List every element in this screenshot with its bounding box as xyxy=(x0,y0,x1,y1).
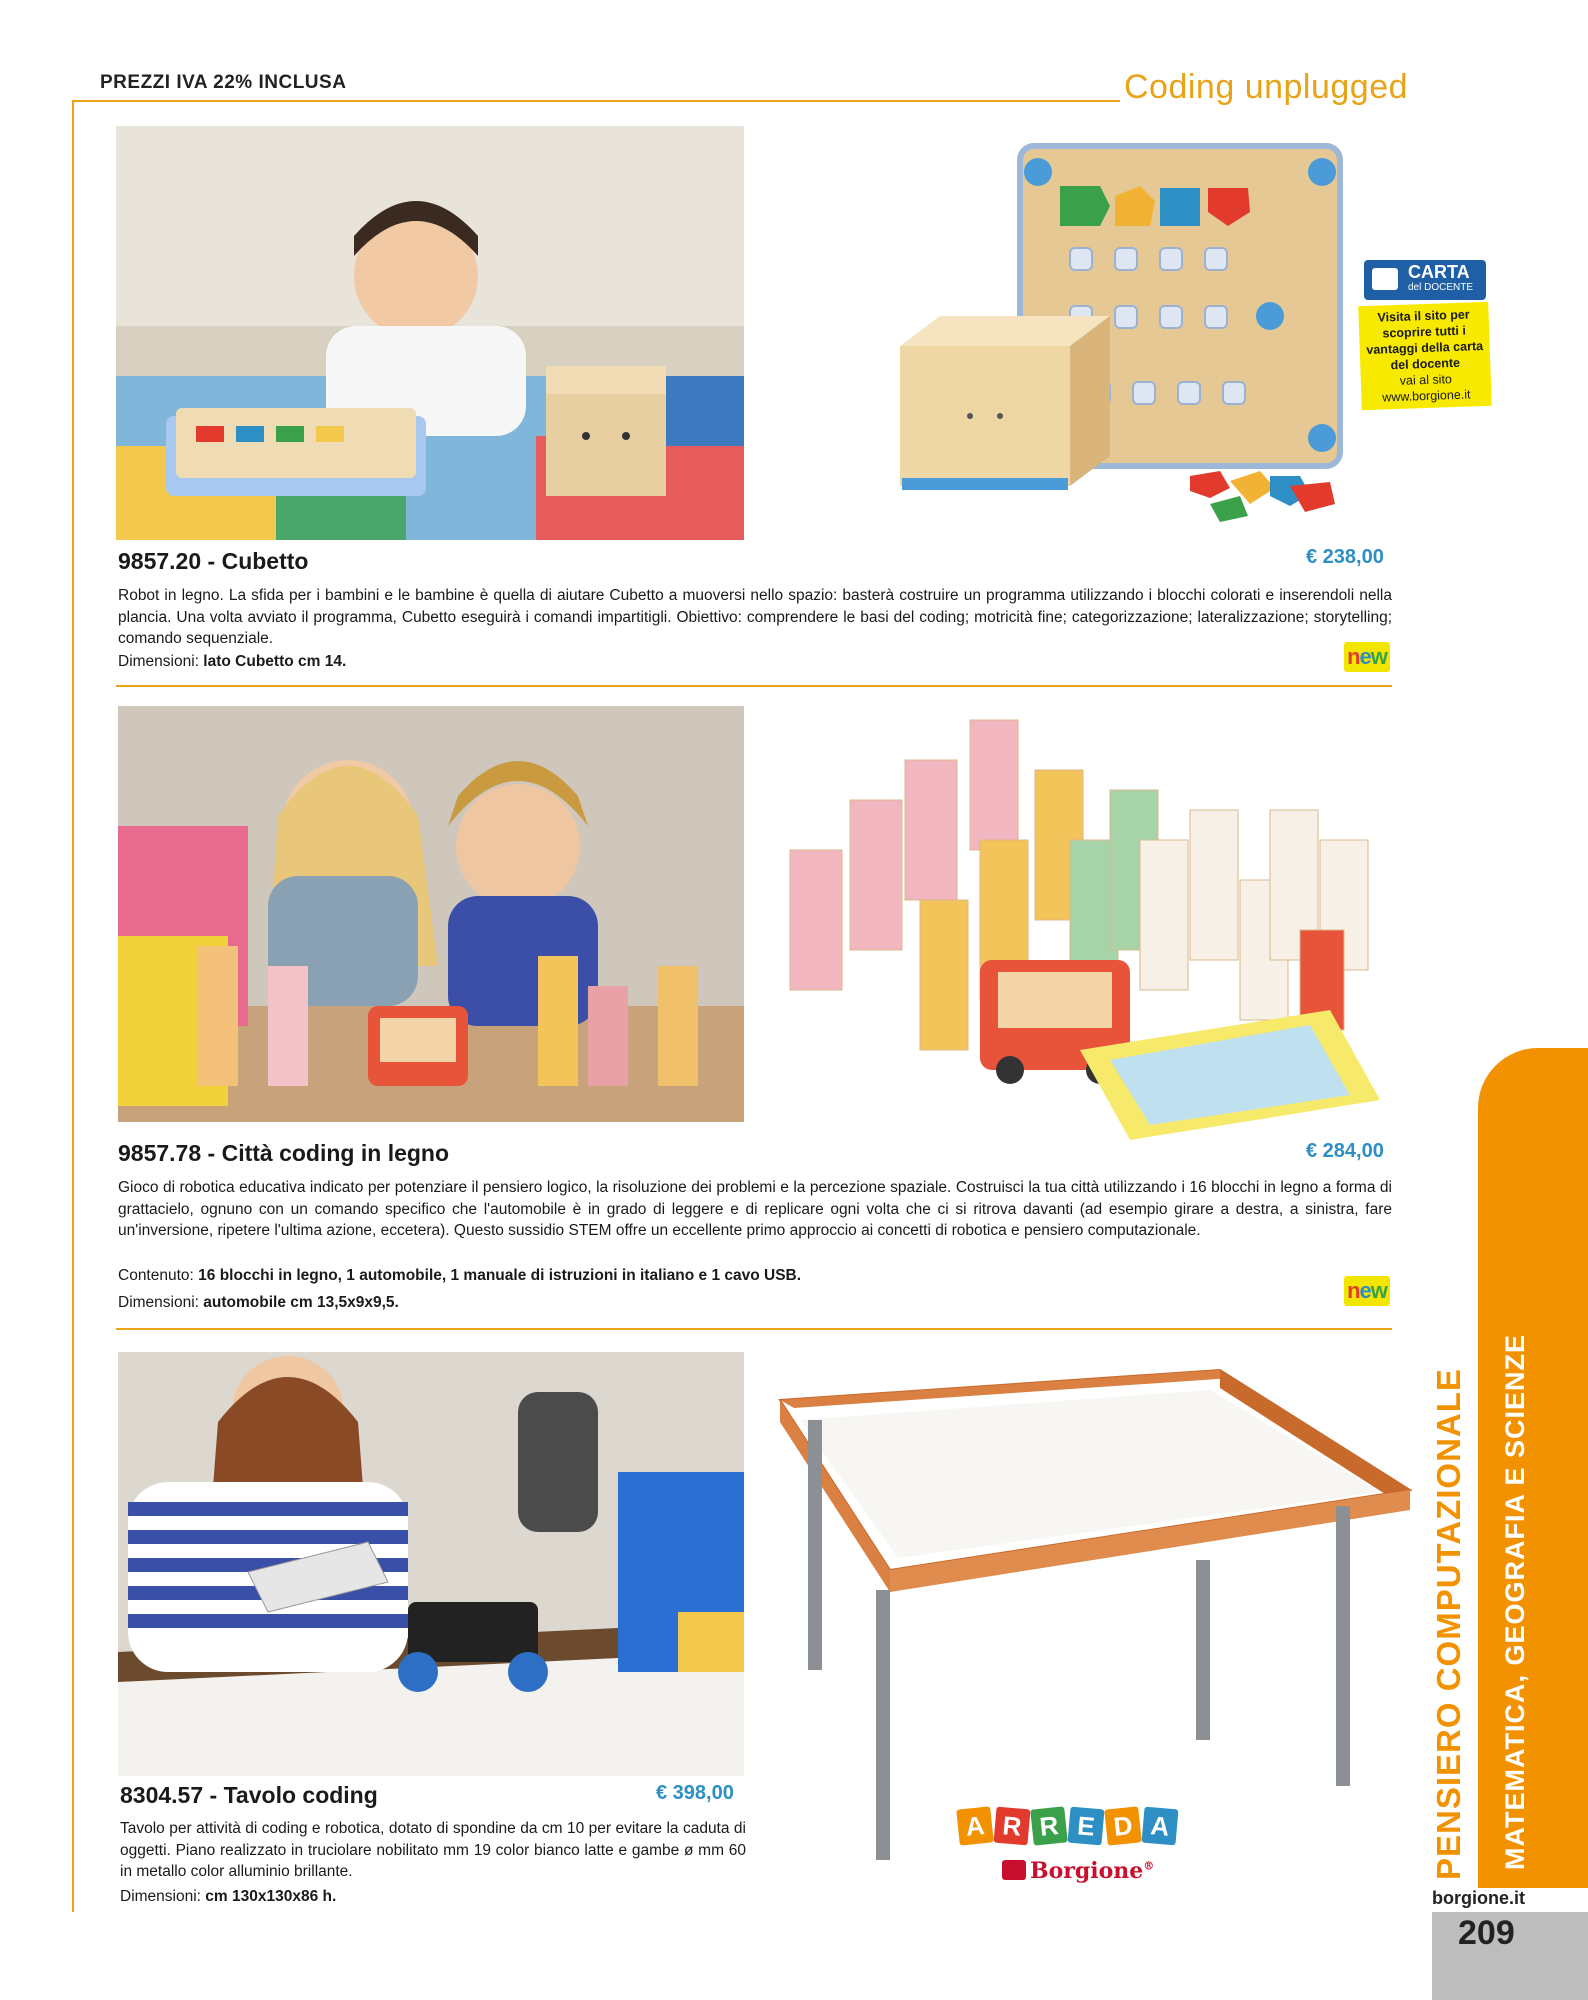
carta-note-link[interactable]: vai al sito www.borgione.it xyxy=(1382,372,1471,405)
borgione-name: Borgione xyxy=(1030,1858,1144,1884)
cubetto-product-photo xyxy=(770,126,1400,556)
title-dash: - xyxy=(207,548,222,574)
left-rule xyxy=(72,100,74,1912)
product-price: € 398,00 xyxy=(656,1782,734,1804)
arreda-letter-block: A xyxy=(956,1806,994,1845)
citta-lifestyle-photo xyxy=(118,706,744,1122)
carta-title: CARTA xyxy=(1408,262,1470,282)
page-number: 209 xyxy=(1458,1914,1515,1952)
product-code: 8304.57 xyxy=(120,1782,204,1808)
dimensions-label: Dimensioni: xyxy=(120,1888,201,1905)
product-name: Tavolo coding xyxy=(223,1782,378,1808)
carta-note xyxy=(1358,302,1492,410)
product-content xyxy=(118,1267,801,1285)
product-description: Tavolo per attività di coding e robotica, dotato di spondine da cm 10 per evitare la caduta di oggetti. Piano realizzato in truciolare nobilitato mm 19 color bianco latte e gambe ø mm 60 in metallo color alluminio brillante. xyxy=(120,1820,746,1880)
new-badge: new xyxy=(1344,642,1390,672)
citta-product-photo xyxy=(770,700,1398,1140)
product-price: € 238,00 xyxy=(1306,546,1384,568)
product-description: Robot in legno. La sfida per i bambini e le bambine è quella di aiutare Cubetto a muoversi nello spazio: basterà costruire un programma utilizzando i blocchi colorati e inserendoli nella plancia. Una volta avviato il programma, Cubetto eseguirà i comandi impartitigli. Obiettivo: comprendere le basi del coding; motricità fine; categorizzazione; lateralizzazione; storytelling; comando sequenziale. xyxy=(118,587,1392,647)
title-dash: - xyxy=(207,1140,222,1166)
content-label: Contenuto: xyxy=(118,1267,194,1284)
carta-subtitle: del DOCENTE xyxy=(1408,282,1474,293)
dimensions-label: Dimensioni: xyxy=(118,1294,199,1311)
cubetto-lifestyle-photo xyxy=(116,126,744,540)
content-value: 16 blocchi in legno, 1 automobile, 1 manuale di istruzioni in italiano e 1 cavo USB. xyxy=(198,1267,802,1284)
category-main-label: PENSIERO COMPUTAZIONALE xyxy=(1430,1368,1467,1880)
header-rule xyxy=(72,100,1120,102)
dimensions-value: cm 130x130x86 h. xyxy=(205,1888,337,1905)
product-code: 9857.20 xyxy=(118,548,202,574)
new-badge: new xyxy=(1344,1276,1390,1306)
borgione-logo xyxy=(1002,1858,1154,1884)
arreda-letter-block: A xyxy=(1141,1807,1178,1846)
dimensions-label: Dimensioni: xyxy=(118,653,199,670)
dimensions-value: automobile cm 13,5x9x9,5. xyxy=(203,1294,399,1311)
product-name: Città coding in legno xyxy=(221,1140,450,1166)
arreda-logo xyxy=(958,1808,1190,1856)
arreda-letter-block: D xyxy=(1104,1806,1142,1845)
registered-mark: ® xyxy=(1143,1859,1155,1873)
site-url[interactable]: borgione.it xyxy=(1432,1888,1525,1908)
arreda-letter-block: R xyxy=(993,1807,1030,1846)
product-description: Gioco di robotica educativa indicato per potenziare il pensiero logico, la risoluzione dei problemi e la percezione spaziale. Costruisci la tua città utilizzando i 16 blocchi in legno a forma di grattacielo, ognuno con un comando specifico che l'automobile è in grado di leggere e di replicare ogni volta che ci si ritrova davanti (ad esempio girare a destra, a sinistra, fare un'inversione, ripetere l'ultima azione, eccetera). Questo sussidio STEM offre un eccellente primo approccio ai concetti di robotica e pensiero computazionale. xyxy=(118,1179,1392,1239)
product-dimensions xyxy=(120,1888,336,1906)
title-dash: - xyxy=(209,1782,224,1808)
product-dimensions xyxy=(118,1294,399,1312)
category-sub-label: MATEMATICA, GEOGRAFIA E SCIENZE xyxy=(1500,1334,1530,1870)
separator xyxy=(116,685,1392,687)
vat-note: PREZZI IVA 22% INCLUSA xyxy=(100,72,347,93)
product-dimensions xyxy=(118,653,346,671)
product-name: Cubetto xyxy=(221,548,309,574)
tavolo-product-photo xyxy=(770,1360,1420,1880)
dimensions-value: lato Cubetto cm 14. xyxy=(203,653,347,670)
product-price: € 284,00 xyxy=(1306,1140,1384,1162)
borgione-mark-icon xyxy=(1002,1860,1026,1880)
section-title: Coding unplugged xyxy=(1124,68,1409,106)
carta-note-text: Visita il sito per scoprire tutti i vantaggi della carta del docente xyxy=(1366,307,1484,373)
product-code: 9857.78 xyxy=(118,1140,202,1166)
category-side-band xyxy=(1478,1048,1588,1888)
product-title xyxy=(118,548,308,575)
arreda-letter-block: R xyxy=(1030,1806,1068,1845)
tavolo-lifestyle-photo xyxy=(118,1352,744,1776)
product-title xyxy=(118,1140,449,1167)
arreda-letter-block: E xyxy=(1067,1807,1104,1846)
card-icon xyxy=(1372,268,1398,290)
separator xyxy=(116,1328,1392,1330)
product-title xyxy=(120,1782,378,1809)
